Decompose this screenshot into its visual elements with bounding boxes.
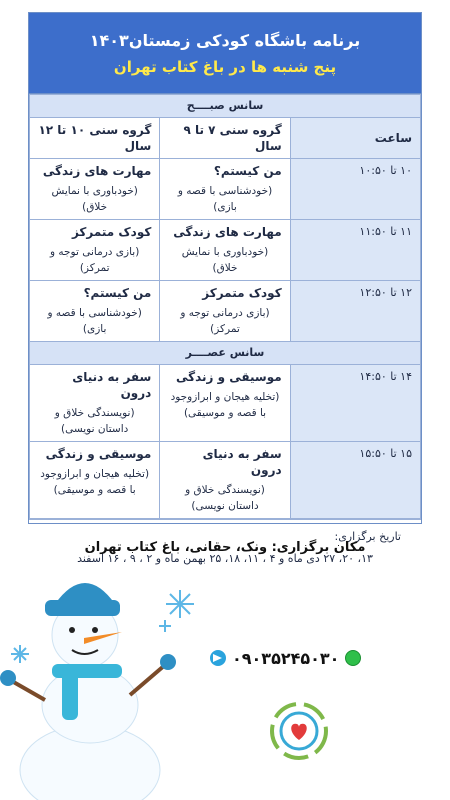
workshop-desc: (بازی درمانی توجه و تمرکز) (180, 307, 270, 335)
workshop-cell (160, 442, 290, 519)
table-header-row (30, 118, 421, 159)
workshop-title: مهارت های زندگی (42, 164, 152, 178)
table-row (30, 220, 421, 281)
col-time-header: ساعت (290, 118, 420, 159)
workshop-desc: (بازی درمانی توجه و تمرکز) (50, 246, 140, 274)
time-cell: ۱۲ تا ۱۲:۵۰ (290, 281, 420, 342)
time-cell: ۱۱ تا ۱۱:۵۰ (290, 220, 420, 281)
schedule-header (29, 13, 421, 94)
dates-label: تاریخ برگزاری: (334, 530, 401, 543)
workshop-desc: (تخلیه هیجان و ابرازوجود با قصه و موسیقی) (40, 468, 150, 496)
table-row (30, 442, 421, 519)
workshop-title: من کیستم؟ (213, 164, 282, 178)
col-group-a-header: گروه سنی ۷ تا ۹ سال (160, 118, 290, 159)
workshop-title: موسیقی و زندگی (175, 370, 282, 384)
workshop-title: مهارت های زندگی (173, 225, 282, 239)
workshop-cell (30, 442, 160, 519)
workshop-desc: (خودشناسی با قصه و بازی) (177, 185, 273, 213)
time-cell: ۱۰ تا ۱۰:۵۰ (290, 159, 420, 220)
workshop-desc: (خودباوری با نمایش خلاق) (51, 185, 138, 213)
workshop-title: سفر به دنیای درون (72, 370, 152, 400)
workshop-desc: (نویسندگی خلاق و داستان نویسی) (54, 407, 135, 435)
club-logo (268, 700, 330, 762)
workshop-cell (160, 281, 290, 342)
workshop-desc: (تخلیه هیجان و ابرازوجود با قصه و موسیقی) (170, 391, 280, 419)
workshop-cell (160, 365, 290, 442)
table-row (30, 365, 421, 442)
workshop-title: موسیقی و زندگی (45, 447, 152, 461)
workshop-cell (30, 159, 160, 220)
table-row (30, 281, 421, 342)
time-cell: ۱۵ تا ۱۵:۵۰ (290, 442, 420, 519)
telegram-icon[interactable] (210, 650, 226, 666)
workshop-title: سفر به دنیای درون (202, 447, 282, 477)
venue-text: مکان برگزاری: ونک، حقانی، باغ کتاب تهران (84, 540, 366, 555)
afternoon-session-label: سانس عصــــر (30, 342, 421, 365)
schedule-title: برنامه باشگاه کودکی زمستان۱۴۰۳ (89, 30, 361, 50)
snowflake-icon (159, 620, 171, 632)
snowflake-icon (11, 645, 29, 663)
schedule-subtitle: پنج شنبه ها در باغ کتاب تهران (113, 57, 337, 76)
workshop-cell (160, 159, 290, 220)
workshop-desc: (خودباوری با نمایش خلاق) (181, 246, 269, 274)
table-row (30, 159, 421, 220)
workshop-cell (160, 220, 290, 281)
workshop-title: کودک متمرکز (71, 225, 152, 239)
workshop-desc: (نویسندگی خلاق و داستان نویسی) (185, 484, 265, 512)
workshop-desc: (خودشناسی با قصه و بازی) (47, 307, 142, 335)
workshop-cell (30, 365, 160, 442)
workshop-cell (30, 281, 160, 342)
phone-number: ۰۹۰۳۵۲۴۵۰۳۰ (232, 648, 340, 668)
workshop-title: من کیستم؟ (83, 286, 152, 300)
snowflake-icon (166, 590, 194, 618)
time-cell: ۱۴ تا ۱۴:۵۰ (290, 365, 420, 442)
morning-session-label: سانس صبــــح (30, 95, 421, 118)
dates-value: ۱۳، ۲۰، ۲۷ دی ماه و ۴ ، ۱۱، ۱۸، ۲۵ بهمن ماه و ۲ ، ۹ ، ۱۶ اسفند (77, 552, 373, 565)
whatsapp-icon[interactable] (345, 650, 361, 666)
workshop-cell (30, 220, 160, 281)
snowman-illustration (0, 580, 210, 800)
workshop-title: کودک متمرکز (202, 286, 282, 300)
col-group-b-header: گروه سنی ۱۰ تا ۱۲ سال (30, 118, 160, 159)
schedule-table (29, 94, 421, 519)
contact-phone[interactable] (210, 646, 380, 670)
